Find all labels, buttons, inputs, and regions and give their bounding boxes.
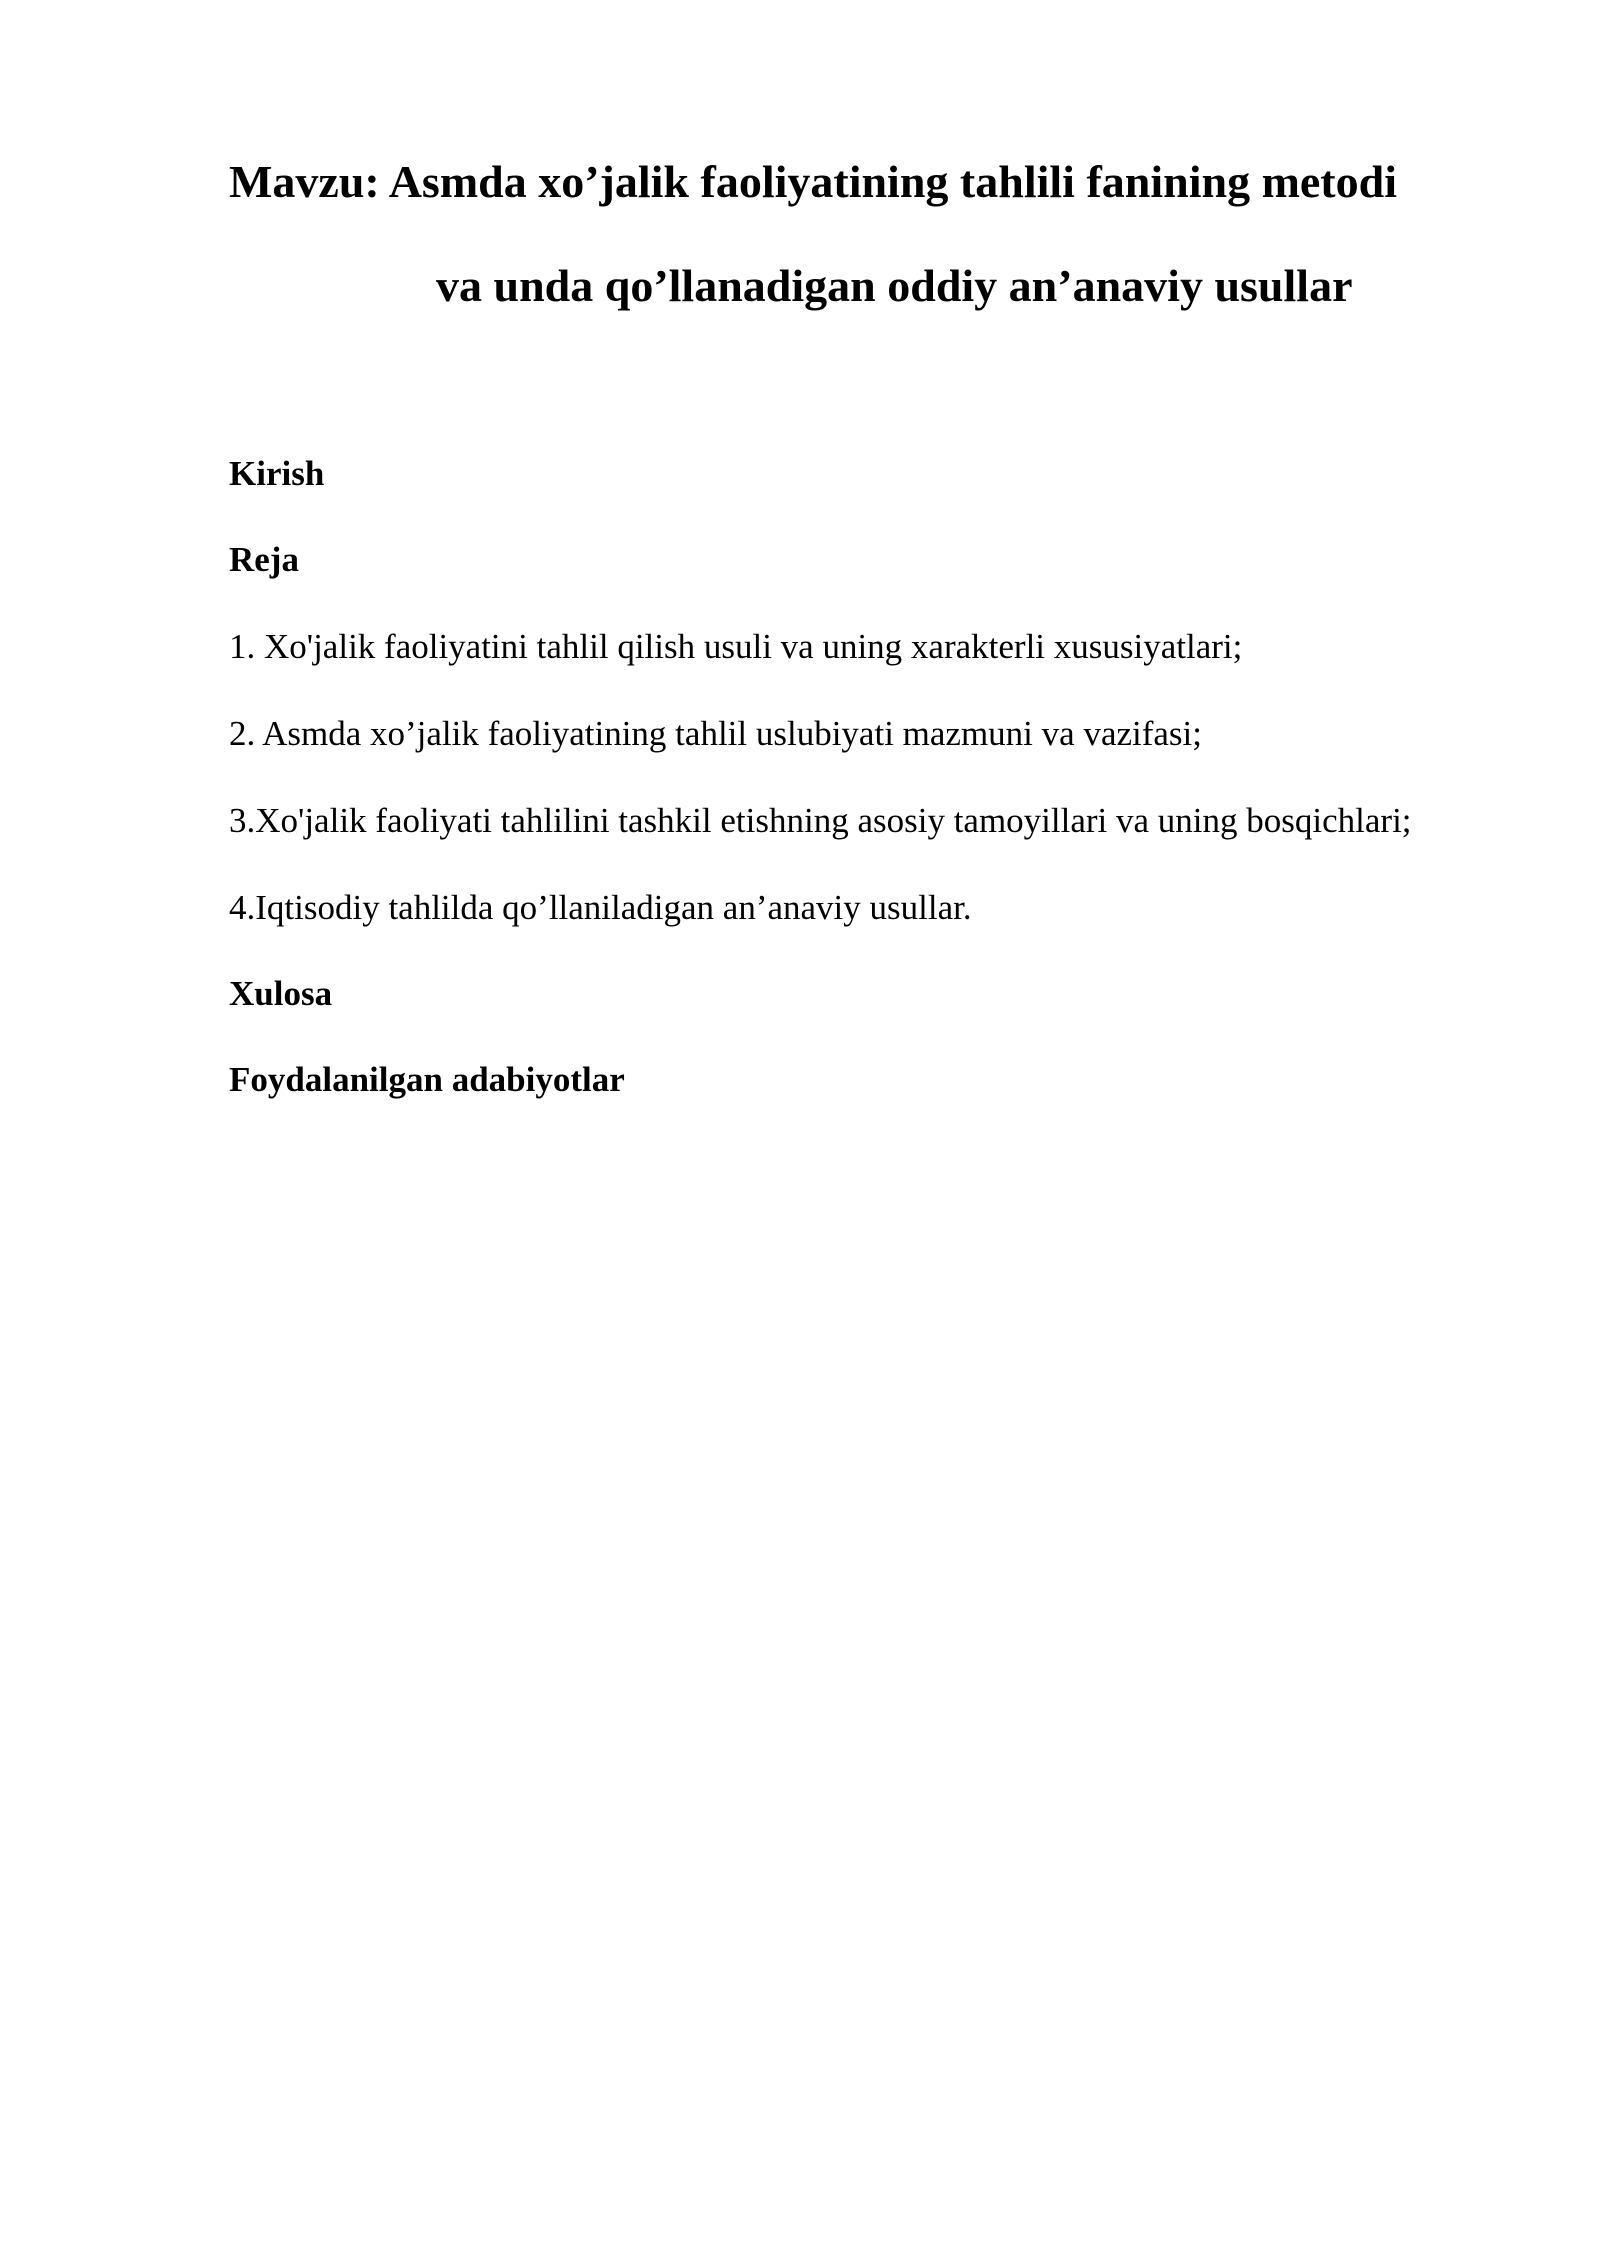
plan-item: 2. Asmda xo’jalik faoliyatining tahlil uslubiyati mazmuni va vazifasi;: [229, 714, 1202, 753]
plan-item: 3.Xo'jalik faoliyati tahlilini tashkil etishning asosiy tamoyillari va uning bosqichlari;: [229, 801, 1412, 840]
plan-item: 1. Xo'jalik faoliyatini tahlil qilish usuli va uning xarakterli xususiyatlari;: [229, 627, 1243, 666]
intro-heading: Kirish: [229, 454, 325, 493]
plan-item: 4.Iqtisodiy tahlilda qo’llaniladigan an’anaviy usullar.: [229, 888, 972, 927]
document-title-line-1: Mavzu: Asmda xo’jalik faoliyatining tahlili fanining metodi: [229, 156, 1397, 207]
references-heading: Foydalanilgan adabiyotlar: [229, 1060, 625, 1099]
document-title-line-2: va unda qo’llanadigan oddiy an’anaviy usullar: [436, 260, 1353, 311]
conclusion-heading: Xulosa: [229, 974, 333, 1013]
plan-heading: Reja: [229, 540, 299, 579]
